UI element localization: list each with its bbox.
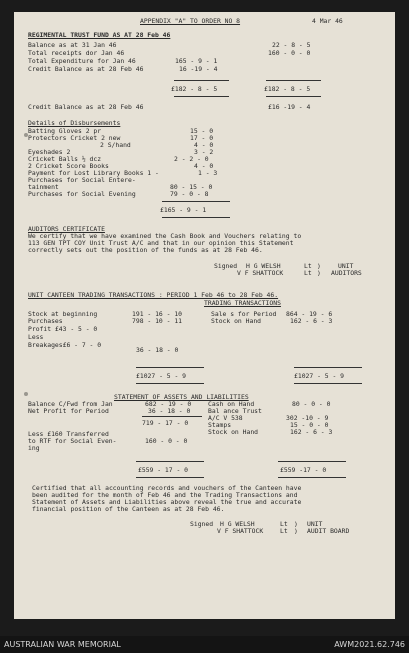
certification-line: financial position of the Canteen as at 28 Feb 46. bbox=[32, 505, 225, 513]
punch-hole bbox=[24, 392, 28, 396]
assets-total-left: £559 - 17 - 0 bbox=[138, 466, 189, 474]
trading-left-label: Profit £43 - 5 - 0 bbox=[28, 325, 98, 333]
certification-role-1: UNIT bbox=[307, 520, 323, 528]
assets-right-label: Cash on Hand bbox=[208, 400, 255, 408]
disbursement-value: 4 - 0 bbox=[194, 141, 214, 149]
trading-right-value: 864 - 19 - 6 bbox=[286, 310, 333, 318]
disbursement-value: 2 - 2 - 0 bbox=[174, 155, 209, 163]
trading-net-profit: 36 - 18 - 0 bbox=[136, 346, 179, 354]
trust-row-label: Credit Balance as at 28 Feb 46 bbox=[28, 65, 144, 73]
credit-balance-label: Credit Balance as at 28 Feb 46 bbox=[28, 103, 144, 111]
disbursement-label: Cricket Balls ½ dcz bbox=[28, 155, 102, 163]
disbursements-title: Details of Disbursements bbox=[28, 119, 121, 127]
brace: ) bbox=[317, 269, 321, 277]
trust-row-label: Balance as at 31 Jan 46 bbox=[28, 41, 117, 49]
assets-right-label: Stock on Hand bbox=[208, 428, 259, 436]
trading-right-label: Sale s for Period bbox=[211, 310, 277, 318]
footer-bar bbox=[0, 636, 409, 653]
assets-left-label: Net Profit for Period bbox=[28, 407, 109, 415]
trading-total-right: £1027 - 5 - 9 bbox=[294, 372, 345, 380]
trust-row-label: Total receipts dor Jan 46 bbox=[28, 49, 125, 57]
assets-left-label: Balance C/Fwd from Jan bbox=[28, 400, 113, 408]
auditors-role-2: AUDITORS bbox=[331, 269, 362, 277]
auditors-rank-2: Lt bbox=[304, 269, 312, 277]
assets-right-label: Stamps bbox=[208, 421, 232, 429]
certification-rank-2: Lt bbox=[280, 527, 288, 535]
trading-left-label: Purchases bbox=[28, 317, 63, 325]
assets-right-value: 80 - 0 - 0 bbox=[292, 400, 331, 408]
assets-right-value: 15 - 0 - 0 bbox=[290, 421, 329, 429]
trust-total-1: £182 - 8 - 5 bbox=[171, 85, 218, 93]
assets-left-label: Less £160 Transferred bbox=[28, 430, 109, 438]
footer-institution: AUSTRALIAN WAR MEMORIAL bbox=[4, 640, 121, 649]
credit-balance-value: £16 -19 - 4 bbox=[268, 103, 311, 111]
trust-row-col1: 165 - 9 - 1 bbox=[175, 57, 218, 65]
assets-left-value: 36 - 18 - 0 bbox=[148, 407, 191, 415]
auditors-text-line: correctly sets out the position of the funds as at 28 Feb 46. bbox=[28, 246, 263, 254]
assets-total-right: £559 -17 - 0 bbox=[280, 466, 327, 474]
disbursements-total: £165 - 9 - 1 bbox=[160, 206, 207, 214]
assets-left-value: 719 - 17 - 0 bbox=[142, 419, 189, 427]
trading-subtitle: TRADING TRANSACTIONS bbox=[204, 299, 281, 307]
auditors-name-1: H G WELSH bbox=[246, 262, 281, 270]
trading-right-label: Stock on Hand bbox=[211, 317, 262, 325]
trading-left-label: Less bbox=[28, 333, 44, 341]
trading-left-value: 191 - 16 - 10 bbox=[132, 310, 183, 318]
auditors-text-line: 113 GEN TPT COY Unit Trust A/C and that in our opinion this Statement bbox=[28, 239, 294, 247]
auditors-signed: Signed bbox=[214, 262, 238, 270]
certification-rank-1: Lt bbox=[280, 520, 288, 528]
disbursement-value: 80 - 15 - 0 bbox=[170, 183, 213, 191]
auditors-role-1: UNIT bbox=[338, 262, 354, 270]
trust-row-col2: 160 - 0 - 0 bbox=[268, 49, 311, 57]
disbursement-value: 3 - 2 bbox=[194, 148, 214, 156]
disbursement-value: 4 - 0 bbox=[194, 162, 214, 170]
disbursement-label: 2 S/hand bbox=[100, 141, 131, 149]
trust-total-2: £182 - 8 - 5 bbox=[264, 85, 311, 93]
disbursement-label: 2 Cricket Score Books bbox=[28, 162, 109, 170]
trading-total-left: £1027 - 5 - 9 bbox=[136, 372, 187, 380]
disbursement-label: tainment bbox=[28, 183, 59, 191]
canteen-title: UNIT CANTEEN TRADING TRANSACTIONS : PERIOD 1 Feb 46 to 28 Feb 46. bbox=[28, 291, 279, 299]
brace: ) bbox=[294, 520, 298, 528]
disbursement-value: 17 - 0 bbox=[190, 134, 214, 142]
disbursement-label: Payment for Lost Library Books 1 - bbox=[28, 169, 159, 177]
assets-right-label: A/C V 538 bbox=[208, 414, 243, 422]
assets-left-label: ing bbox=[28, 444, 40, 452]
auditors-name-2: V F SHATTOCK bbox=[237, 269, 284, 277]
certification-role-2: AUDIT BOARD bbox=[307, 527, 350, 535]
assets-right-value: 302 -10 - 9 bbox=[286, 414, 329, 422]
assets-left-label: to RTF for Social Even- bbox=[28, 437, 117, 445]
brace: ) bbox=[317, 262, 321, 270]
certification-line: been audited for the month of Feb 46 and the Trading Transactions and bbox=[32, 491, 298, 499]
certification-signed: Signed bbox=[190, 520, 214, 528]
disbursement-label: Protectors Cricket 2 new bbox=[28, 134, 121, 142]
auditors-title: AUDITORS CERTIFICATE bbox=[28, 225, 105, 233]
trust-row-col2: 22 - 8 - 5 bbox=[272, 41, 311, 49]
footer-accession-number: AWM2021.62.746 bbox=[334, 640, 405, 649]
appendix-title: APPENDIX "A" TO ORDER NO 8 bbox=[140, 17, 241, 25]
auditors-text-line: We certify that we have examined the Cash Book and Vouchers relating to bbox=[28, 232, 302, 240]
assets-right-value: 162 - 6 - 3 bbox=[290, 428, 333, 436]
disbursement-value: 79 - 0 - 8 bbox=[170, 190, 209, 198]
assets-title: STATEMENT OF ASSETS AND LIABILITIES bbox=[114, 393, 249, 401]
assets-left-value: 160 - 0 - 0 bbox=[145, 437, 188, 445]
disbursement-label: Eyeshades 2 bbox=[28, 148, 71, 156]
trust-row-label: Total Expenditure for Jan 46 bbox=[28, 57, 136, 65]
certification-line: Statement of Assets and Liabilities above reveal the true and accurate bbox=[32, 498, 302, 506]
document-page bbox=[14, 12, 395, 619]
header-date: 4 Mar 46 bbox=[312, 17, 343, 25]
trust-fund-title: REGIMENTAL TRUST FUND AS AT 28 Feb 46 bbox=[28, 31, 171, 39]
disbursement-label: Purchases for Social Entere- bbox=[28, 176, 136, 184]
assets-left-value: 682 - 19 - 0 bbox=[145, 400, 192, 408]
brace: ) bbox=[294, 527, 298, 535]
disbursement-label: Batting Gloves 2 pr bbox=[28, 127, 102, 135]
trading-left-value: 798 - 10 - 11 bbox=[132, 317, 183, 325]
certification-name-2: V F SHATTOCK bbox=[217, 527, 264, 535]
trading-left-label: Stock at beginning bbox=[28, 310, 98, 318]
certification-line: Certified that all accounting records and vouchers of the Canteen have bbox=[32, 484, 302, 492]
disbursement-value: 15 - 0 bbox=[190, 127, 214, 135]
trading-left-label: Breakages£6 - 7 - 0 bbox=[28, 341, 102, 349]
auditors-rank-1: Lt bbox=[304, 262, 312, 270]
trust-row-col1: 16 -19 - 4 bbox=[179, 65, 218, 73]
trading-right-value: 162 - 6 - 3 bbox=[290, 317, 333, 325]
disbursement-value: 1 - 3 bbox=[198, 169, 218, 177]
certification-name-1: H G WELSH bbox=[220, 520, 255, 528]
assets-right-label: Bal ance Trust bbox=[208, 407, 262, 415]
disbursement-label: Purchases for Social Evening bbox=[28, 190, 136, 198]
